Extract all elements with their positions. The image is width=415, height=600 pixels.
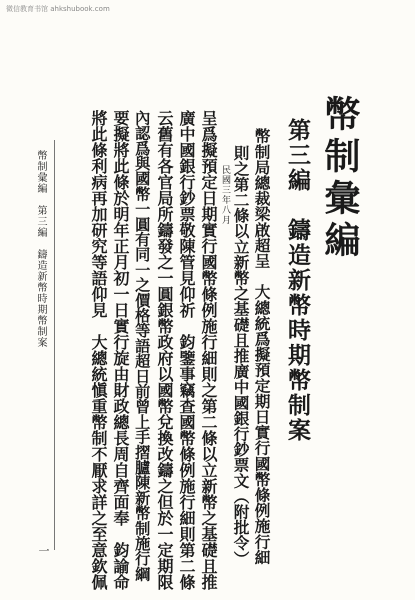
part-title: 第三編 鑄造新幣時期幣制案 xyxy=(284,118,311,443)
page-number: 一 xyxy=(37,545,50,556)
body-column-1: 呈爲擬預定日期實行國幣條例施行細則之第二條以立新幣之基礎且推 xyxy=(199,110,218,590)
memorial-heading-line-1: 幣制局總裁梁啟超呈 大總統爲擬預定期日實行國幣條例施行細 xyxy=(252,128,272,565)
body-column-2: 廣中國銀行鈔票敬陳管見仰祈 鈞鑒事竊查國幣條例施行細則第二條 xyxy=(177,110,196,590)
body-column-3: 云舊有各官局所鑄發之一圓銀幣政府以國幣兌換改鑄之但於一定期限 xyxy=(155,110,174,590)
running-footer: 幣制彙編 第三編 鑄造新幣時期幣制案 xyxy=(35,150,46,348)
body-column-4: 內認爲與國幣一圓有同一之價格等語超日前曾上手摺臚陳新幣制施行綱 xyxy=(133,110,152,582)
book-title: 幣制彙編 xyxy=(319,95,361,263)
date-line: 民國三年八月 xyxy=(220,165,230,225)
memorial-heading-line-2: 則之第二條以立新幣之基礎且推廣中國銀行鈔票文（附批令） xyxy=(231,145,251,567)
footer-divider xyxy=(54,140,55,550)
body-column-6: 將此條利病再加研究等語仰見 大總統愼重幣制不厭求詳之至意欽佩 xyxy=(89,110,108,590)
body-column-5: 要擬將此條於明年正月初一日實行旋由財政總長周自齊面奉 鈞諭命 xyxy=(111,110,130,590)
watermark-text: 微信教育书馆 ahkshubook.com xyxy=(6,5,110,13)
